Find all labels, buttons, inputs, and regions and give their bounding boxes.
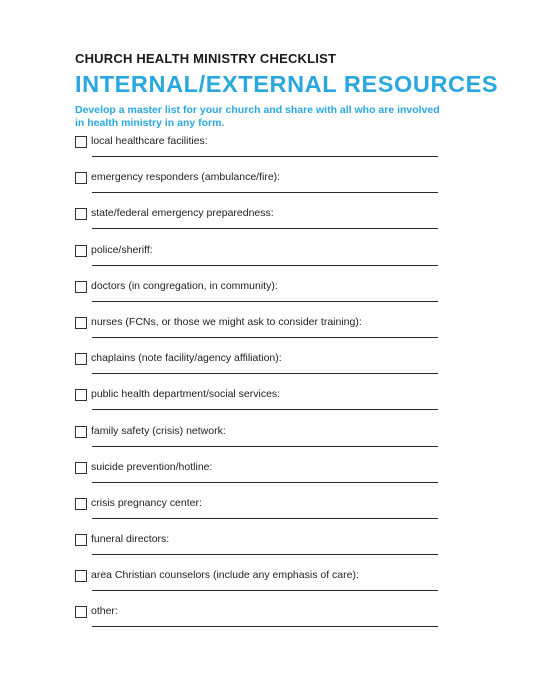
- answer-line[interactable]: [92, 301, 438, 302]
- checklist-item: [75, 317, 475, 353]
- checkbox[interactable]: [75, 208, 87, 220]
- answer-line[interactable]: [92, 409, 438, 410]
- checklist-page: [75, 50, 499, 618]
- checklist-item: [75, 389, 475, 425]
- checklist-item-label: nurses (FCNs, or those we might ask to consider training):: [91, 315, 362, 328]
- checkbox[interactable]: [75, 172, 87, 184]
- checklist-item-label: local healthcare facilities:: [91, 135, 208, 147]
- answer-line[interactable]: [92, 228, 438, 229]
- checklist-item: [75, 606, 475, 642]
- checklist-item: [75, 353, 475, 389]
- checklist-item-label: crisis pregnancy center:: [91, 496, 202, 509]
- answer-line[interactable]: [92, 554, 438, 555]
- checklist-item: [75, 208, 475, 244]
- checklist-item-label: other:: [91, 605, 118, 618]
- checklist-item: [75, 534, 475, 570]
- answer-line[interactable]: [92, 265, 438, 266]
- checklist-item-label: state/federal emergency preparedness:: [91, 207, 274, 220]
- checklist-item-label: suicide prevention/hotline:: [91, 460, 213, 473]
- checkbox[interactable]: [75, 317, 87, 329]
- checklist-item-label: emergency responders (ambulance/fire):: [91, 171, 281, 184]
- checklist-item: [75, 498, 475, 534]
- checkbox[interactable]: [75, 498, 87, 510]
- checklist-item-label: doctors (in congregation, in community):: [91, 279, 278, 292]
- checklist-item-label: funeral directors:: [91, 533, 170, 546]
- checklist-item-label: area Christian counselors (include any emphasis of care):: [91, 569, 359, 582]
- checklist-item-label: public health department/social services:: [91, 388, 281, 401]
- answer-line[interactable]: [92, 192, 438, 193]
- answer-line[interactable]: [92, 482, 438, 483]
- document-kicker: CHURCH HEALTH MINISTRY CHECKLIST: [75, 51, 337, 66]
- checklist-item: [75, 281, 475, 317]
- checkbox[interactable]: [75, 281, 87, 293]
- answer-line[interactable]: [92, 373, 438, 374]
- checkbox[interactable]: [75, 389, 87, 401]
- checklist-item: [75, 462, 475, 498]
- checklist-item-label: family safety (crisis) network:: [91, 424, 226, 437]
- checklist-item: [75, 136, 475, 172]
- checklist-item-label: chaplains (note facility/agency affiliation):: [91, 352, 282, 365]
- answer-line[interactable]: [92, 590, 438, 591]
- checklist-item: [75, 172, 475, 208]
- checkbox[interactable]: [75, 606, 87, 618]
- checklist-item: [75, 426, 475, 462]
- answer-line[interactable]: [92, 156, 438, 157]
- checkbox[interactable]: [75, 353, 87, 365]
- checkbox[interactable]: [75, 534, 87, 546]
- checklist-item: [75, 245, 475, 281]
- answer-line[interactable]: [92, 626, 438, 627]
- checkbox[interactable]: [75, 570, 87, 582]
- checkbox[interactable]: [75, 426, 87, 438]
- checklist: [75, 136, 475, 643]
- checklist-item-label: police/sheriff:: [91, 243, 153, 256]
- checkbox[interactable]: [75, 136, 87, 148]
- answer-line[interactable]: [92, 518, 438, 519]
- intro-text: Develop a master list for your church and share with all who are involved in health ministry in any form.: [75, 104, 440, 129]
- answer-line[interactable]: [92, 446, 438, 447]
- checkbox[interactable]: [75, 462, 87, 474]
- checkbox[interactable]: [75, 245, 87, 257]
- page-title: INTERNAL/EXTERNAL RESOURCES: [75, 71, 499, 97]
- answer-line[interactable]: [92, 337, 438, 338]
- checklist-item: [75, 570, 475, 606]
